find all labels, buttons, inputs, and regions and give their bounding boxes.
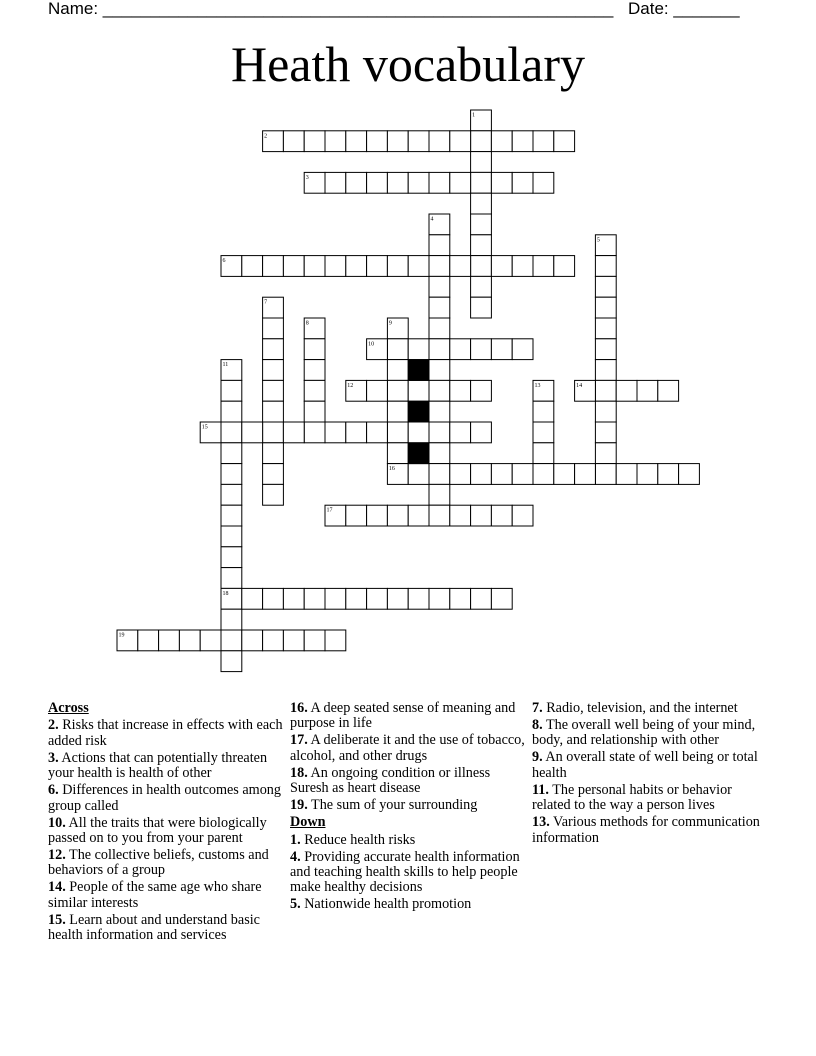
grid-cell[interactable] — [242, 422, 263, 443]
grid-cell[interactable] — [346, 422, 367, 443]
clue-across-6 — [48, 783, 284, 814]
clue-down-9 — [532, 750, 764, 781]
grid-cell[interactable] — [304, 131, 325, 152]
grid-cell[interactable] — [471, 235, 492, 256]
clue-number: 4. — [290, 848, 301, 865]
clue-number: 16. — [290, 700, 308, 716]
grid-cell[interactable] — [283, 422, 304, 443]
clue-text: Providing accurate health information and teaching health skills to help people make healthy decisions — [290, 848, 520, 896]
grid-cell[interactable] — [616, 464, 637, 485]
clue-text: Radio, television, and the internet — [546, 700, 738, 716]
grid-cell[interactable] — [429, 297, 450, 318]
black-cell — [408, 401, 429, 422]
grid-cell[interactable] — [325, 172, 346, 193]
grid-cell[interactable] — [367, 172, 388, 193]
grid-cell[interactable] — [263, 401, 284, 422]
grid-cell[interactable] — [512, 131, 533, 152]
grid-cell[interactable] — [658, 380, 679, 401]
grid-cell[interactable] — [408, 131, 429, 152]
grid-cell[interactable] — [595, 256, 616, 277]
grid-cell[interactable] — [346, 131, 367, 152]
grid-cell[interactable] — [554, 131, 575, 152]
grid-cell[interactable] — [471, 152, 492, 173]
cell-number: 17 — [326, 507, 333, 514]
clue-number: 3. — [48, 749, 59, 766]
grid-cell[interactable] — [387, 131, 408, 152]
clue-text: The personal habits or behavior related to the way a person lives — [532, 781, 732, 814]
grid-cell[interactable] — [367, 256, 388, 277]
cell-number: 7 — [264, 299, 268, 306]
grid-cell[interactable] — [595, 443, 616, 464]
grid-cell[interactable] — [200, 630, 221, 651]
grid-cell[interactable] — [304, 256, 325, 277]
page-title: Heath vocabulary — [230, 36, 585, 92]
clue-number: 11. — [532, 781, 549, 798]
clue-across-19 — [290, 798, 528, 813]
grid-cell[interactable] — [263, 588, 284, 609]
grid-cell[interactable] — [408, 380, 429, 401]
grid-cell[interactable] — [304, 630, 325, 651]
cell-number: 1 — [472, 112, 476, 119]
grid-cell[interactable] — [429, 401, 450, 422]
grid-cell[interactable] — [450, 464, 471, 485]
clue-text: Reduce health risks — [304, 831, 416, 848]
clue-text: An overall state of well being or total health — [532, 749, 758, 781]
clue-down-1 — [290, 833, 528, 848]
grid-cell[interactable] — [387, 380, 408, 401]
cell-number: 10 — [368, 341, 375, 348]
grid-cell[interactable] — [471, 339, 492, 360]
date-label: Date: _______ — [628, 0, 740, 18]
grid-cell[interactable] — [408, 256, 429, 277]
grid-cell[interactable] — [221, 505, 242, 526]
grid-cell[interactable] — [325, 422, 346, 443]
grid-cell[interactable] — [325, 256, 346, 277]
clue-across-3 — [48, 751, 284, 782]
grid-cell[interactable] — [533, 256, 554, 277]
clue-text: A deliberate it and the use of tobacco, alcohol, and other drugs — [290, 732, 525, 764]
clue-number: 6. — [48, 782, 59, 799]
grid-cell[interactable] — [450, 131, 471, 152]
down-heading: Down — [290, 814, 326, 831]
grid-cell[interactable] — [263, 464, 284, 485]
grid-cell[interactable] — [138, 630, 159, 651]
clue-number: 2. — [48, 717, 59, 734]
clue-down-13 — [532, 815, 764, 846]
grid-cell[interactable] — [491, 172, 512, 193]
grid-cell[interactable] — [471, 256, 492, 277]
cell-number: 11 — [222, 362, 229, 369]
grid-cell[interactable] — [346, 588, 367, 609]
grid-cell[interactable] — [429, 422, 450, 443]
grid-cell[interactable] — [346, 172, 367, 193]
grid-cell[interactable] — [429, 588, 450, 609]
grid-cell[interactable] — [304, 360, 325, 381]
grid-cell[interactable] — [471, 588, 492, 609]
grid-cell[interactable] — [367, 588, 388, 609]
grid-cell[interactable] — [221, 401, 242, 422]
grid-cell[interactable] — [471, 131, 492, 152]
cell-number: 19 — [118, 632, 125, 639]
grid-cell[interactable] — [387, 401, 408, 422]
grid-cell[interactable] — [387, 505, 408, 526]
grid-cell[interactable] — [429, 131, 450, 152]
grid-cell[interactable] — [512, 505, 533, 526]
clue-down-7 — [532, 701, 764, 716]
grid-cell[interactable] — [221, 464, 242, 485]
clue-text: A deep seated sense of meaning and purpose in life — [290, 700, 516, 732]
grid-cell[interactable] — [450, 380, 471, 401]
grid-cell[interactable] — [595, 360, 616, 381]
grid-cell[interactable] — [429, 464, 450, 485]
grid-cell[interactable] — [221, 422, 242, 443]
grid-cell[interactable] — [408, 172, 429, 193]
grid-cell[interactable] — [367, 505, 388, 526]
grid-cell[interactable] — [429, 276, 450, 297]
grid-cell[interactable] — [450, 422, 471, 443]
grid-cell[interactable] — [429, 443, 450, 464]
grid-cell[interactable] — [387, 339, 408, 360]
clue-column-3 — [532, 701, 764, 848]
grid-cell[interactable] — [595, 401, 616, 422]
grid-cell[interactable] — [242, 256, 263, 277]
grid-cell[interactable] — [533, 443, 554, 464]
grid-cell[interactable] — [263, 484, 284, 505]
black-cell — [408, 360, 429, 381]
grid-cell[interactable] — [533, 131, 554, 152]
grid-cell[interactable] — [533, 172, 554, 193]
grid-cell[interactable] — [595, 339, 616, 360]
grid-cell[interactable] — [263, 256, 284, 277]
grid-cell[interactable] — [283, 588, 304, 609]
grid-cell[interactable] — [221, 526, 242, 547]
grid-cell[interactable] — [408, 464, 429, 485]
grid-cell[interactable] — [512, 339, 533, 360]
grid-cell[interactable] — [491, 464, 512, 485]
clue-text: The sum of your surrounding — [311, 797, 478, 814]
clue-number: 18. — [290, 764, 308, 781]
grid-cell[interactable] — [221, 547, 242, 568]
cell-number: 9 — [388, 320, 392, 327]
grid-cell[interactable] — [221, 568, 242, 589]
clue-down-4 — [290, 850, 528, 896]
grid-cell[interactable] — [408, 339, 429, 360]
grid-cell[interactable] — [471, 297, 492, 318]
clue-text: Differences in health outcomes among group called — [48, 782, 281, 814]
name-label: Name: ______________________________________________________ — [48, 0, 614, 18]
grid-cell[interactable] — [679, 464, 700, 485]
clue-text: People of the same age who share similar interests — [48, 879, 262, 911]
grid-cell[interactable] — [471, 505, 492, 526]
grid-cell[interactable] — [263, 422, 284, 443]
grid-cell[interactable] — [471, 193, 492, 214]
grid-cell[interactable] — [367, 131, 388, 152]
grid-cell[interactable] — [429, 380, 450, 401]
grid-cell[interactable] — [491, 505, 512, 526]
grid-cell[interactable] — [283, 256, 304, 277]
grid-cell[interactable] — [221, 609, 242, 630]
grid-cell[interactable] — [450, 505, 471, 526]
cell-number: 13 — [534, 382, 541, 389]
grid-cell[interactable] — [512, 172, 533, 193]
grid-cell[interactable] — [429, 318, 450, 339]
clue-text: Various methods for communication information — [532, 814, 760, 846]
clue-text: Nationwide health promotion — [304, 896, 472, 913]
grid-cell[interactable] — [221, 630, 242, 651]
grid-cell[interactable] — [387, 588, 408, 609]
grid-cell[interactable] — [637, 380, 658, 401]
cell-number: 12 — [347, 382, 354, 389]
grid-cell[interactable] — [595, 297, 616, 318]
grid-cell[interactable] — [595, 464, 616, 485]
across-heading: Across — [48, 700, 89, 716]
grid-cell[interactable] — [346, 505, 367, 526]
cell-number: 4 — [430, 216, 434, 223]
grid-cell[interactable] — [263, 360, 284, 381]
clue-text: All the traits that were biologically passed on to you from your parent — [48, 814, 267, 847]
grid-cell[interactable] — [616, 380, 637, 401]
grid-cell[interactable] — [387, 360, 408, 381]
grid-cell[interactable] — [512, 464, 533, 485]
cell-number: 3 — [305, 174, 309, 181]
grid-cell[interactable] — [263, 380, 284, 401]
grid-cell[interactable] — [533, 464, 554, 485]
clue-number: 19. — [290, 797, 308, 814]
grid-cell[interactable] — [159, 630, 180, 651]
cell-number: 18 — [222, 590, 229, 597]
clue-across-18 — [290, 766, 528, 797]
clue-text: An ongoing condition or illness Suresh as heart disease — [290, 764, 491, 797]
clue-down-5 — [290, 897, 528, 912]
grid-cell[interactable] — [471, 172, 492, 193]
grid-cell[interactable] — [450, 588, 471, 609]
grid-cell[interactable] — [533, 401, 554, 422]
clue-down-11 — [532, 783, 764, 814]
grid-cell[interactable] — [575, 464, 596, 485]
grid-cell[interactable] — [429, 172, 450, 193]
clue-number: 13. — [532, 814, 550, 831]
grid-cell[interactable] — [304, 401, 325, 422]
clue-across-15 — [48, 913, 284, 944]
cell-number: 14 — [576, 382, 583, 389]
grid-cell[interactable] — [283, 630, 304, 651]
grid-cell[interactable] — [346, 256, 367, 277]
grid-cell[interactable] — [637, 464, 658, 485]
cell-number: 2 — [264, 133, 268, 140]
grid-cell[interactable] — [429, 484, 450, 505]
clue-text: Learn about and understand basic health information and services — [48, 911, 260, 944]
grid-cell[interactable] — [408, 588, 429, 609]
grid-cell[interactable] — [325, 588, 346, 609]
cell-number: 6 — [222, 258, 226, 265]
grid-cell[interactable] — [221, 443, 242, 464]
grid-cell[interactable] — [471, 276, 492, 297]
grid-cell[interactable] — [595, 318, 616, 339]
grid-cell[interactable] — [387, 172, 408, 193]
clue-across-10 — [48, 816, 284, 847]
clue-across-16 — [290, 701, 528, 732]
cell-number: 16 — [388, 466, 395, 473]
clue-column-2 — [290, 701, 528, 914]
grid-cell[interactable] — [429, 256, 450, 277]
grid-cell[interactable] — [221, 651, 242, 672]
clue-number: 1. — [290, 831, 301, 848]
grid-cell[interactable] — [242, 588, 263, 609]
grid-cell[interactable] — [367, 422, 388, 443]
clue-text: Risks that increase in effects with each added risk — [48, 717, 283, 749]
grid-cell[interactable] — [283, 131, 304, 152]
grid-cell[interactable] — [408, 422, 429, 443]
grid-cell[interactable] — [408, 505, 429, 526]
grid-cell[interactable] — [367, 380, 388, 401]
grid-cell[interactable] — [304, 380, 325, 401]
grid-cell[interactable] — [179, 630, 200, 651]
grid-cell[interactable] — [512, 256, 533, 277]
grid-cell[interactable] — [491, 256, 512, 277]
clue-number: 7. — [532, 700, 543, 716]
grid-cell[interactable] — [242, 630, 263, 651]
clue-text: Actions that can potentially threaten your health is health of other — [48, 749, 268, 782]
grid-cell[interactable] — [471, 380, 492, 401]
clue-number: 8. — [532, 717, 543, 733]
grid-cell[interactable] — [491, 131, 512, 152]
grid-cell[interactable] — [263, 339, 284, 360]
clue-across-2 — [48, 718, 284, 749]
clue-number: 15. — [48, 911, 66, 928]
clue-number: 10. — [48, 814, 66, 831]
grid-cell[interactable] — [387, 443, 408, 464]
clue-text: The overall well being of your mind, body, and relationship with other — [532, 717, 756, 749]
grid-cell[interactable] — [263, 443, 284, 464]
grid-cell[interactable] — [387, 256, 408, 277]
clue-number: 17. — [290, 732, 308, 749]
grid-cell[interactable] — [263, 630, 284, 651]
grid-cell[interactable] — [595, 276, 616, 297]
black-cell — [408, 443, 429, 464]
grid-cell[interactable] — [429, 505, 450, 526]
grid-cell[interactable] — [450, 339, 471, 360]
grid-cell[interactable] — [554, 256, 575, 277]
grid-cell[interactable] — [221, 484, 242, 505]
grid-cell[interactable] — [450, 172, 471, 193]
grid-cell[interactable] — [491, 339, 512, 360]
clue-number: 12. — [48, 847, 66, 864]
cell-number: 15 — [201, 424, 208, 431]
clue-text: The collective beliefs, customs and behaviors of a group — [48, 847, 269, 879]
grid-cell[interactable] — [325, 131, 346, 152]
clue-across-17 — [290, 733, 528, 764]
grid-cell[interactable] — [595, 380, 616, 401]
grid-cell[interactable] — [533, 422, 554, 443]
clue-down-8 — [532, 718, 764, 749]
grid-cell[interactable] — [304, 339, 325, 360]
grid-cell[interactable] — [471, 422, 492, 443]
clue-number: 9. — [532, 749, 543, 766]
grid-cell[interactable] — [491, 588, 512, 609]
grid-cell[interactable] — [471, 214, 492, 235]
grid-cell[interactable] — [429, 339, 450, 360]
grid-cell[interactable] — [595, 422, 616, 443]
grid-cell[interactable] — [554, 464, 575, 485]
grid-cell[interactable] — [429, 360, 450, 381]
cell-number: 8 — [305, 320, 309, 327]
grid-cell[interactable] — [429, 235, 450, 256]
clue-across-14 — [48, 880, 284, 911]
grid-cell[interactable] — [304, 588, 325, 609]
grid-cell[interactable] — [450, 256, 471, 277]
clue-number: 5. — [290, 896, 301, 913]
grid-cell[interactable] — [387, 422, 408, 443]
cell-number: 5 — [596, 237, 600, 244]
clue-column-1 — [48, 701, 284, 945]
grid-cell[interactable] — [471, 464, 492, 485]
clue-across-12 — [48, 848, 284, 879]
grid-cell[interactable] — [304, 422, 325, 443]
grid-cell[interactable] — [658, 464, 679, 485]
clue-number: 14. — [48, 879, 66, 896]
grid-cell[interactable] — [221, 380, 242, 401]
grid-cell[interactable] — [263, 318, 284, 339]
grid-cell[interactable] — [325, 630, 346, 651]
